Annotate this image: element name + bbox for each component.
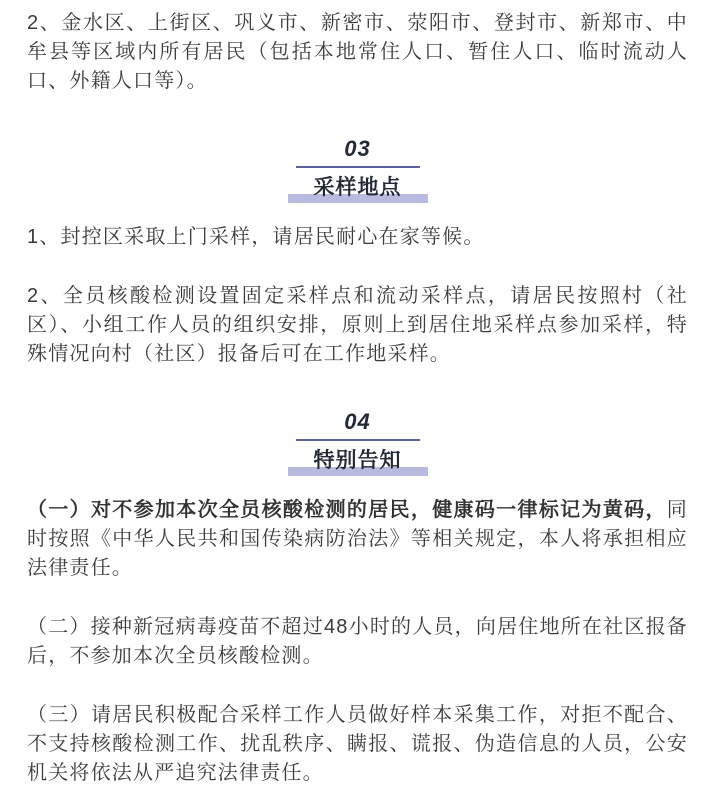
- paragraph-notice-2: （二）接种新冠病毒疫苗不超过48小时的人员，向居住地所在社区报备后，不参加本次全员核酸检测。: [27, 616, 688, 667]
- section-header-special-notice: [27, 409, 688, 476]
- section-number: 04: [344, 409, 371, 434]
- paragraph-sampling-point-1: 1、封控区采取上门采样，请居民耐心在家等候。: [27, 226, 485, 248]
- section-title-special-notice: 特别告知: [288, 450, 428, 476]
- section-divider-line: [296, 166, 420, 168]
- notice-1-regular-text: 同时按照《中华人民共和国传染病防治法》等相关规定，本人将承担相应法律责任。: [27, 499, 688, 579]
- notice-1-bold-text: （一）对不参加本次全员核酸检测的居民，健康码一律标记为黄码，: [27, 499, 667, 521]
- section-divider-line: [296, 439, 420, 441]
- section-title-sampling-location: 采样地点: [288, 177, 428, 203]
- paragraph-notice-3: （三）请居民积极配合采样工作人员做好样本采集工作，对拒不配合、不支持核酸检测工作、扰乱秩序、瞒报、谎报、伪造信息的人员，公安机关将依法从严追究法律责任。: [27, 704, 688, 784]
- section-number: 03: [344, 136, 371, 161]
- paragraph-residents-scope: 2、金水区、上街区、巩义市、新密市、荥阳市、登封市、新郑市、中牟县等区域内所有居民（包括本地常住人口、暂住人口、临时流动人口、外籍人口等）。: [27, 12, 688, 92]
- article-body: [27, 9, 688, 788]
- section-header-sampling-location: [27, 136, 688, 203]
- paragraph-notice-1: [27, 496, 688, 583]
- paragraph-sampling-point-2: 2、全员核酸检测设置固定采样点和流动采样点，请居民按照村（社区）、小组工作人员的组织安排，原则上到居住地采样点参加采样，特殊情况向村（社区）报备后可在工作地采样。: [27, 285, 688, 365]
